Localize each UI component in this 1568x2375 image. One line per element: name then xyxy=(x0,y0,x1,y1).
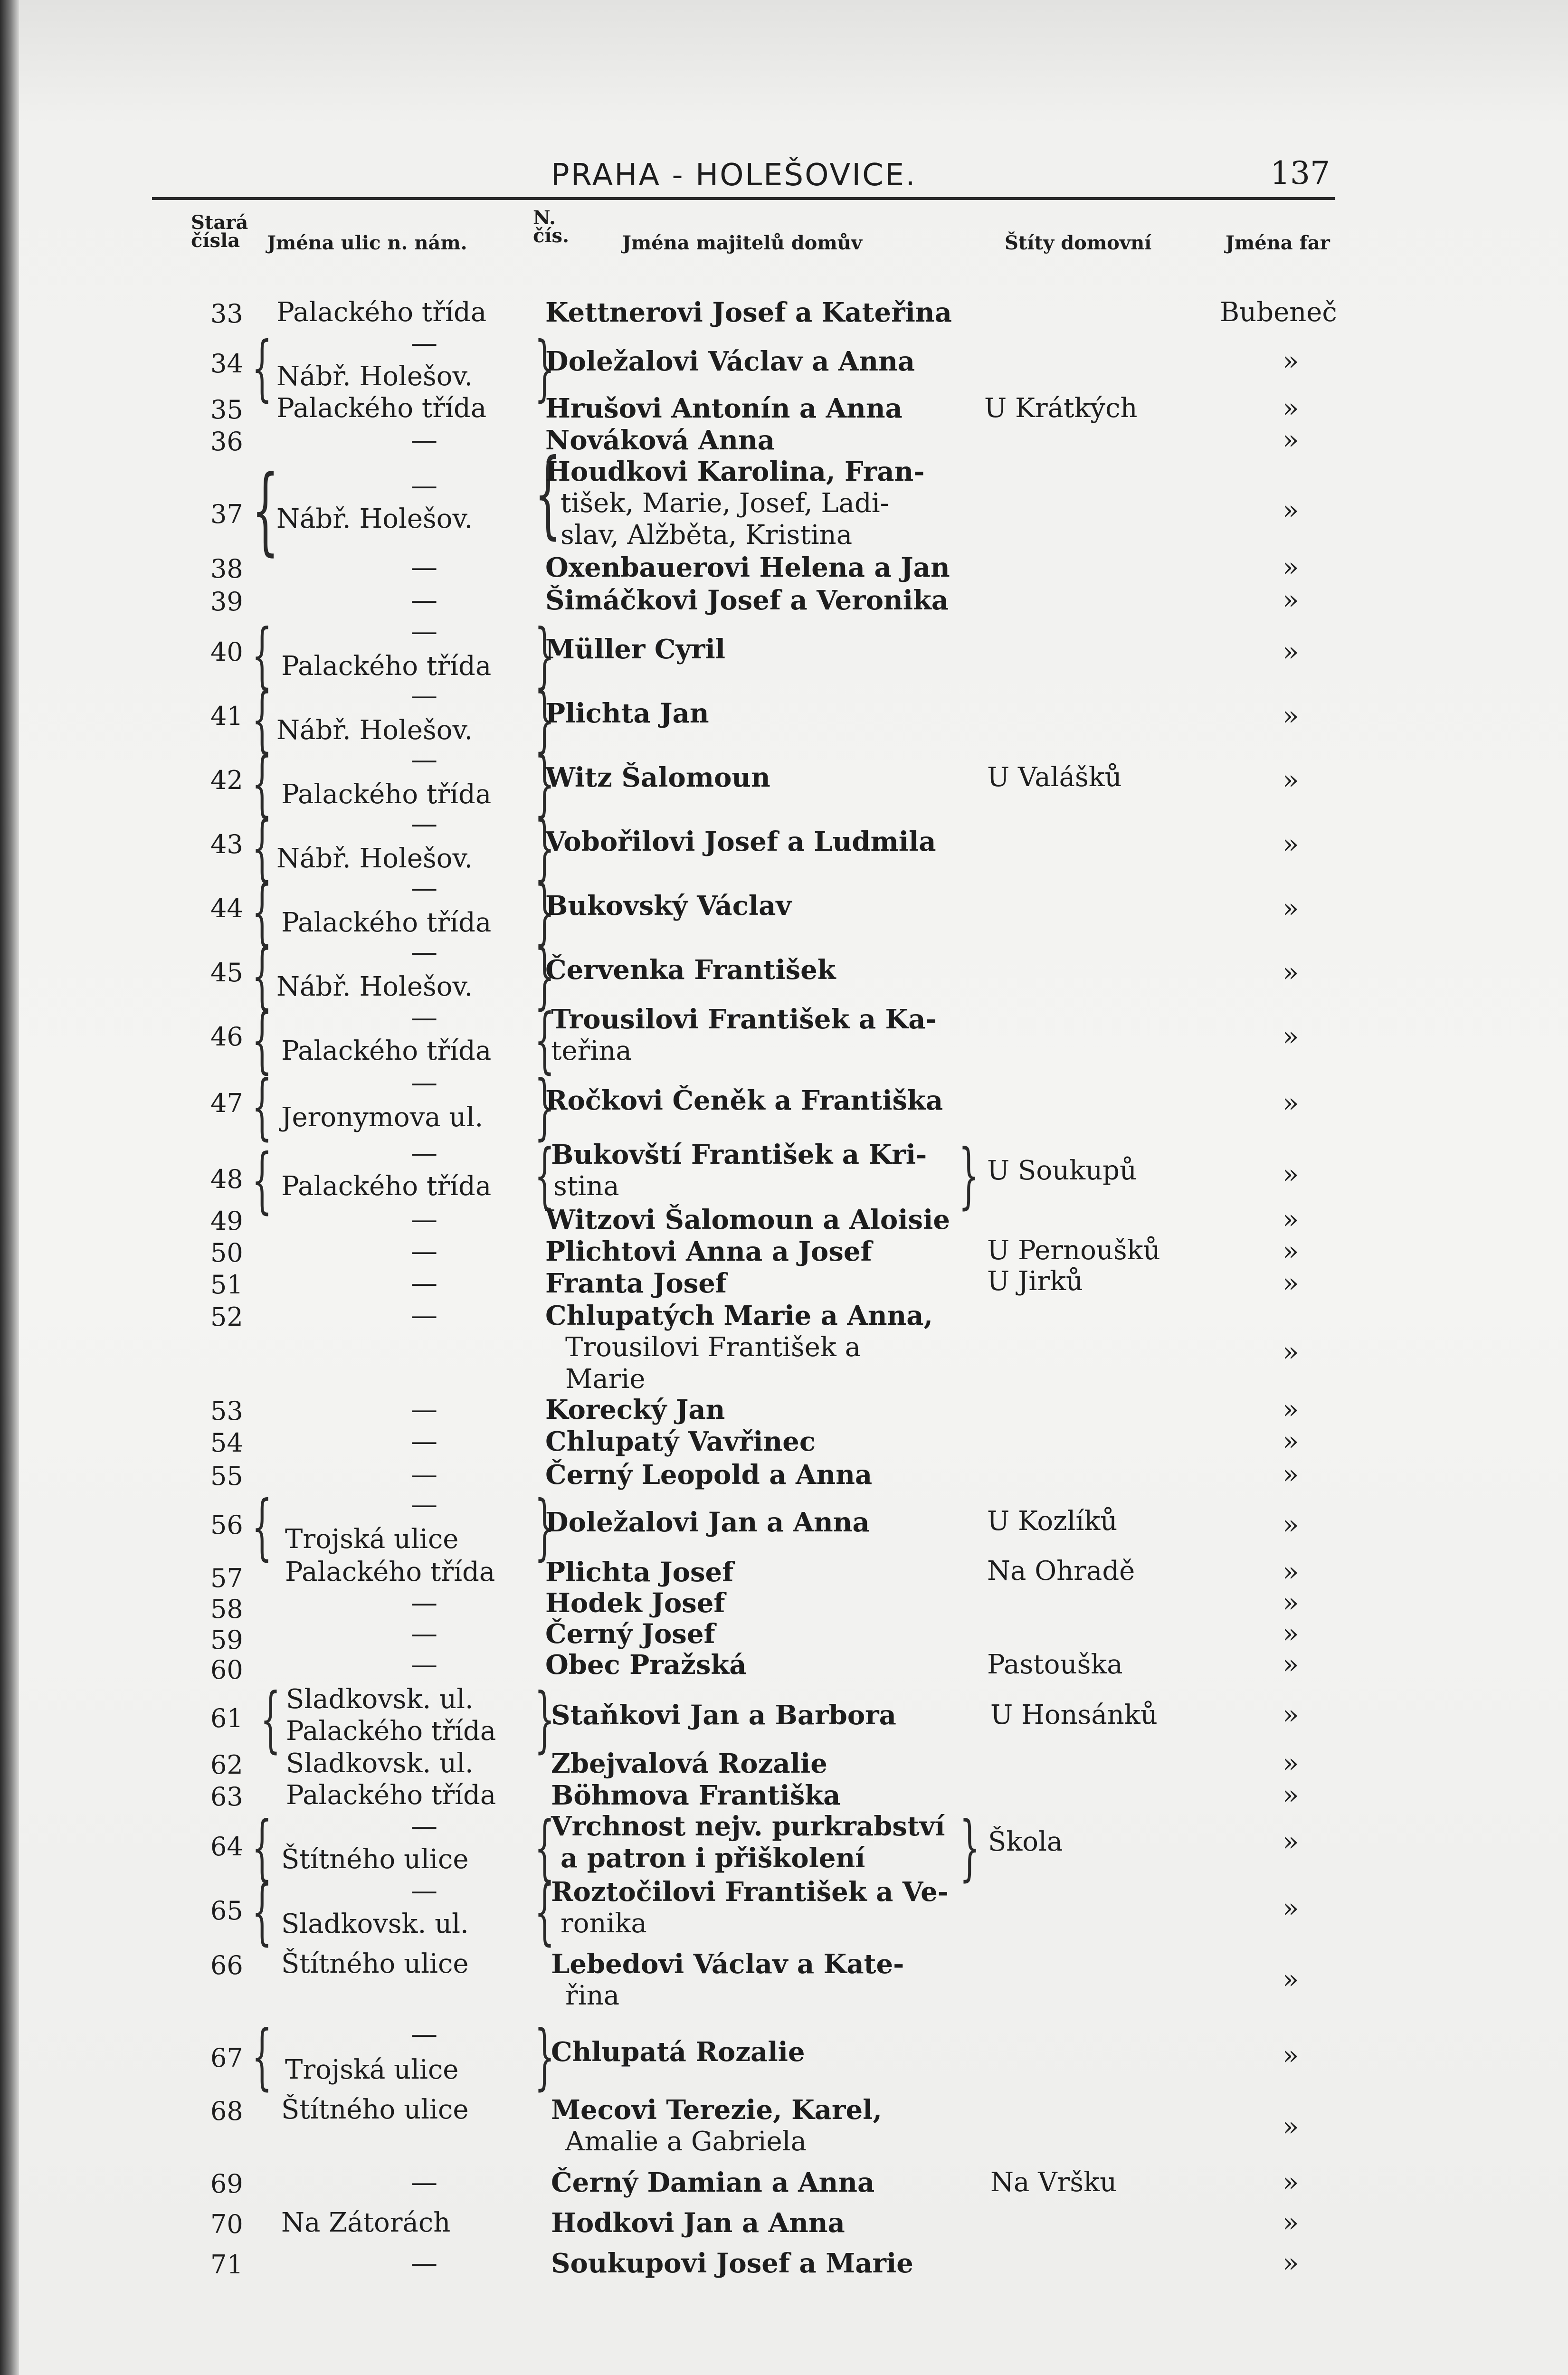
row-number: 66 xyxy=(210,1950,243,1980)
left-brace: { xyxy=(252,807,272,889)
row-number: 69 xyxy=(210,2169,243,2199)
row-number: 49 xyxy=(210,1206,243,1236)
street-name: Štítného ulice xyxy=(281,1844,469,1875)
left-brace: { xyxy=(534,1134,555,1217)
parish-ditto: » xyxy=(1283,957,1299,988)
street-name: Palackého třída xyxy=(281,651,492,682)
street-dash: — xyxy=(411,1300,437,1331)
parish-ditto: » xyxy=(1283,1236,1299,1267)
parish-ditto: » xyxy=(1283,393,1299,424)
street-name: Štítného ulice xyxy=(281,2094,469,2125)
house-sign: Pastouška xyxy=(987,1649,1123,1680)
row-number: 61 xyxy=(210,1703,243,1733)
parish-ditto: » xyxy=(1283,552,1299,583)
street-dash: — xyxy=(411,1811,437,1842)
row-number: 68 xyxy=(210,2096,243,2126)
street-dash: — xyxy=(411,1394,437,1425)
street-dash: — xyxy=(411,1268,437,1299)
row-number: 65 xyxy=(210,1896,243,1926)
left-brace: { xyxy=(252,935,272,1017)
parish-ditto: » xyxy=(1283,2248,1299,2279)
owner-name: Černý Leopold a Anna xyxy=(545,1459,873,1491)
owner-name: Hodkovi Jan a Anna xyxy=(551,2207,845,2239)
owner-line: Chlupatých Marie a Anna, xyxy=(545,1300,933,1331)
owner-line: Trousilovi František a xyxy=(565,1332,861,1363)
street-dash: — xyxy=(411,1587,437,1618)
left-brace: { xyxy=(252,1806,272,1889)
row-number: 45 xyxy=(210,958,243,988)
owner-name: Červenka František xyxy=(545,954,836,986)
right-brace: } xyxy=(534,1065,555,1148)
owner-name: Doležalovi Jan a Anna xyxy=(545,1507,870,1538)
owner-line: Trousilovi František a Ka- xyxy=(551,1004,937,1035)
right-brace: } xyxy=(534,678,555,761)
row-number: 47 xyxy=(210,1088,243,1118)
row-number: 50 xyxy=(210,1238,243,1268)
right-brace: } xyxy=(534,1486,555,1568)
left-brace: { xyxy=(252,455,279,566)
col-house-signs: Štíty domovní xyxy=(1005,232,1152,254)
owner-line: Lebedovi Václav a Kate- xyxy=(551,1948,904,1980)
owner-line: Bukovští František a Kri- xyxy=(551,1139,927,1170)
owner-name: Šimáčkovi Josef a Veronika xyxy=(545,585,949,616)
street-name: Palackého třída xyxy=(286,1716,496,1747)
owner-line: Houdkovi Karolina, Fran- xyxy=(545,456,925,487)
owner-name: Hrušovi Antonín a Anna xyxy=(545,393,903,424)
parish-ditto: » xyxy=(1283,1748,1299,1779)
parish-ditto: » xyxy=(1283,2111,1299,2142)
owner-name: Ročkovi Čeněk a Františka xyxy=(545,1085,943,1116)
street-dash: — xyxy=(411,1426,437,1457)
street-dash: — xyxy=(411,2019,437,2050)
owner-line: Marie xyxy=(565,1364,646,1395)
parish-ditto: » xyxy=(1283,1337,1299,1368)
row-number: 52 xyxy=(210,1302,243,1332)
parish-ditto: » xyxy=(1283,346,1299,377)
row-number: 71 xyxy=(210,2250,243,2280)
owner-line: ronika xyxy=(561,1908,647,1939)
owner-name: Plichta Jan xyxy=(545,698,709,729)
street-dash: — xyxy=(411,808,437,839)
owner-name: Obec Pražská xyxy=(545,1649,747,1681)
right-brace: } xyxy=(960,1806,980,1889)
parish-ditto: » xyxy=(1283,1459,1299,1490)
left-brace: { xyxy=(252,742,272,825)
street-name: Palackého třída xyxy=(285,1557,495,1587)
street-dash: — xyxy=(411,744,437,775)
parish-ditto: » xyxy=(1283,1700,1299,1730)
right-brace: } xyxy=(534,2015,555,2098)
row-number: 36 xyxy=(210,427,243,456)
left-brace: { xyxy=(252,871,272,953)
parish-ditto: » xyxy=(1283,701,1299,732)
parish-ditto: » xyxy=(1283,495,1299,526)
owner-line: a patron i přiškolení xyxy=(561,1843,865,1874)
parish-ditto: » xyxy=(1283,1159,1299,1190)
right-brace: } xyxy=(534,614,555,697)
parish-ditto: » xyxy=(1283,1649,1299,1680)
row-number: 41 xyxy=(210,701,243,731)
street-dash: — xyxy=(411,585,437,616)
row-number: 35 xyxy=(210,395,243,425)
street-dash: — xyxy=(411,2248,437,2279)
row-number: 43 xyxy=(210,829,243,859)
right-brace: } xyxy=(534,871,555,953)
owner-line: řina xyxy=(565,1980,620,2011)
street-dash: — xyxy=(411,1489,437,1520)
house-sign: U Valášků xyxy=(987,762,1122,793)
row-number: 70 xyxy=(210,2209,243,2239)
street-dash: — xyxy=(411,1649,437,1680)
owner-name: Hodek Josef xyxy=(545,1587,725,1619)
street-name: Nábř. Holešov. xyxy=(276,504,473,534)
owner-line: Roztočilovi František a Ve- xyxy=(551,1876,949,1908)
street-name: Štítného ulice xyxy=(281,1948,469,1979)
parish-ditto: » xyxy=(1283,1826,1299,1857)
right-brace: } xyxy=(959,1134,979,1217)
street-dash: — xyxy=(411,328,437,359)
street-name: Sladkovsk. ul. xyxy=(286,1684,474,1715)
street-dash: — xyxy=(411,470,437,501)
street-name: Na Zátorách xyxy=(281,2207,451,2238)
parish-ditto: » xyxy=(1283,636,1299,667)
owner-name: Chlupatá Rozalie xyxy=(551,2036,805,2068)
col-new-numbers-line2: čís. xyxy=(533,225,569,247)
street-name: Palackého třída xyxy=(281,1036,492,1066)
street-name: Sladkovsk. ul. xyxy=(286,1748,474,1779)
owner-line: slav, Alžběta, Kristina xyxy=(561,520,853,551)
owner-name: Vobořilovi Josef a Ludmila xyxy=(545,826,936,857)
street-name: Palackého třída xyxy=(276,297,487,328)
col-new-numbers-line1: N. xyxy=(533,207,556,229)
row-number: 48 xyxy=(210,1164,243,1194)
street-name: Palackého třída xyxy=(281,907,492,938)
parish-ditto: » xyxy=(1283,1618,1299,1649)
left-brace: { xyxy=(260,1678,281,1761)
left-brace: { xyxy=(534,1871,555,1953)
owner-name: Kettnerovi Josef a Kateřina xyxy=(545,297,952,328)
left-brace: { xyxy=(252,327,272,409)
row-number: 44 xyxy=(210,893,243,923)
parish-ditto: » xyxy=(1283,1510,1299,1540)
owner-line: Mecovi Terezie, Karel, xyxy=(551,2094,882,2126)
street-dash: — xyxy=(411,1875,437,1906)
owner-name: Witzovi Šalomoun a Aloisie xyxy=(545,1204,950,1235)
owner-name: Staňkovi Jan a Barbora xyxy=(551,1700,896,1731)
row-number: 57 xyxy=(210,1563,243,1593)
house-sign: U Soukupů xyxy=(987,1155,1137,1186)
street-name: Trojská ulice xyxy=(285,1524,459,1555)
street-name: Nábř. Holešov. xyxy=(276,361,473,392)
owner-name: Böhmova Františka xyxy=(551,1780,841,1811)
parish-ditto: » xyxy=(1283,2167,1299,2198)
parish-ditto: » xyxy=(1283,1088,1299,1119)
parish-ditto: » xyxy=(1283,1204,1299,1235)
page-number: 137 xyxy=(1270,155,1330,191)
owner-name: Witz Šalomoun xyxy=(545,762,770,793)
owner-name: Franta Josef xyxy=(545,1268,727,1299)
parish-ditto: » xyxy=(1283,1780,1299,1811)
owner-line: tišek, Marie, Josef, Ladi- xyxy=(561,488,889,519)
col-old-numbers-line1: Stará xyxy=(191,211,248,234)
owner-line: teřina xyxy=(551,1036,632,1066)
col-parishes: Jména far xyxy=(1226,232,1330,254)
owner-name: Müller Cyril xyxy=(545,634,726,665)
street-dash: — xyxy=(411,1459,437,1490)
street-name: Palackého třída xyxy=(281,1171,492,1202)
parish-ditto: » xyxy=(1283,1893,1299,1924)
street-dash: — xyxy=(411,937,437,968)
owner-name: Černý Josef xyxy=(545,1618,715,1650)
owner-name: Plichta Josef xyxy=(545,1557,734,1588)
owner-name: Doležalovi Václav a Anna xyxy=(545,346,915,377)
owner-name: Bukovský Václav xyxy=(545,890,791,922)
row-number: 58 xyxy=(210,1594,243,1624)
left-brace: { xyxy=(534,999,555,1082)
house-sign: U Kozlíků xyxy=(987,1506,1118,1537)
page-title: PRAHA - HOLEŠOVICE. xyxy=(551,158,917,193)
col-street-names: Jména ulic n. nám. xyxy=(267,232,467,254)
parish-ditto: » xyxy=(1283,585,1299,616)
parish-ditto: » xyxy=(1283,1557,1299,1587)
row-number: 55 xyxy=(210,1461,243,1491)
row-number: 40 xyxy=(210,637,243,667)
left-brace: { xyxy=(252,999,272,1082)
row-number: 33 xyxy=(210,299,243,329)
street-dash: — xyxy=(411,680,437,711)
right-brace: } xyxy=(534,742,555,825)
house-sign: Na Ohradě xyxy=(987,1556,1135,1586)
house-sign: U Krátkých xyxy=(984,393,1138,424)
row-number: 46 xyxy=(210,1022,243,1052)
left-brace: { xyxy=(252,614,272,697)
street-dash: — xyxy=(411,1204,437,1235)
owner-name: Oxenbauerovi Helena a Jan xyxy=(545,552,950,583)
street-dash: — xyxy=(411,552,437,583)
owner-name: Soukupovi Josef a Marie xyxy=(551,2248,913,2279)
parish-ditto: » xyxy=(1283,1268,1299,1299)
house-sign: Škola xyxy=(988,1826,1063,1857)
street-name: Nábř. Holešov. xyxy=(276,843,473,874)
row-number: 51 xyxy=(210,1270,243,1300)
row-number: 39 xyxy=(210,587,243,617)
owner-line: stina xyxy=(553,1171,619,1202)
owner-name: Chlupatý Vavřinec xyxy=(545,1426,816,1457)
house-sign: U Honsánků xyxy=(990,1700,1158,1730)
row-number: 62 xyxy=(210,1750,243,1780)
owner-name: Černý Damian a Anna xyxy=(551,2167,875,2198)
owner-name: Nováková Anna xyxy=(545,425,775,456)
col-owners: Jména majitelů domův xyxy=(622,232,862,254)
right-brace: } xyxy=(534,327,555,409)
right-brace: } xyxy=(534,935,555,1017)
street-name: Nábř. Holešov. xyxy=(276,971,473,1002)
row-number: 64 xyxy=(210,1832,243,1862)
right-brace: } xyxy=(534,807,555,889)
parish-ditto: » xyxy=(1283,1587,1299,1618)
street-dash: — xyxy=(411,873,437,903)
row-number: 67 xyxy=(210,2043,243,2073)
parish-ditto: » xyxy=(1283,893,1299,924)
left-brace: { xyxy=(534,1806,555,1889)
parish-ditto: » xyxy=(1283,1394,1299,1425)
left-brace: { xyxy=(252,678,272,761)
street-dash: — xyxy=(411,1618,437,1649)
row-number: 60 xyxy=(210,1655,243,1685)
street-dash: — xyxy=(411,1236,437,1267)
street-name: Jeronymova ul. xyxy=(281,1102,484,1133)
owner-name: Korecký Jan xyxy=(545,1394,725,1425)
right-brace: } xyxy=(534,1678,555,1761)
parish-ditto: » xyxy=(1283,1964,1299,1995)
street-dash: — xyxy=(411,1067,437,1098)
street-dash: — xyxy=(411,616,437,647)
owner-name: Plichtovi Anna a Josef xyxy=(545,1236,872,1267)
row-number: 59 xyxy=(210,1625,243,1655)
left-brace: { xyxy=(252,1871,272,1953)
street-dash: — xyxy=(411,2167,437,2198)
owner-name: Zbejvalová Rozalie xyxy=(551,1748,827,1779)
house-sign: Na Vršku xyxy=(990,2167,1117,2198)
parish-ditto: » xyxy=(1283,2207,1299,2238)
parish-ditto: » xyxy=(1283,1021,1299,1052)
street-dash: — xyxy=(411,1002,437,1033)
row-number: 63 xyxy=(210,1782,243,1812)
left-brace: { xyxy=(252,1065,272,1148)
street-dash: — xyxy=(411,425,437,456)
parish-name: Bubeneč xyxy=(1220,297,1337,328)
street-name: Palackého třída xyxy=(286,1780,496,1811)
street-name: Palackého třída xyxy=(276,393,487,424)
owner-line: Vrchnost nejv. purkrabství xyxy=(551,1811,945,1842)
row-number: 56 xyxy=(210,1510,243,1540)
street-name: Trojská ulice xyxy=(285,2054,459,2085)
row-number: 42 xyxy=(210,765,243,795)
street-name: Palackého třída xyxy=(281,779,492,810)
left-brace: { xyxy=(252,1139,272,1222)
col-old-numbers-line2: čísla xyxy=(191,229,240,252)
house-sign: U Pernoušků xyxy=(987,1235,1160,1266)
parish-ditto: » xyxy=(1283,1426,1299,1457)
owner-line: Amalie a Gabriela xyxy=(565,2126,807,2157)
row-number: 53 xyxy=(210,1396,243,1426)
parish-ditto: » xyxy=(1283,765,1299,796)
left-brace: { xyxy=(534,438,562,549)
street-dash: — xyxy=(411,1138,437,1168)
parish-ditto: » xyxy=(1283,425,1299,456)
row-number: 38 xyxy=(210,554,243,584)
row-number: 54 xyxy=(210,1428,243,1458)
street-name: Nábř. Holešov. xyxy=(276,715,473,746)
row-number: 37 xyxy=(210,499,243,529)
left-brace: { xyxy=(252,1486,272,1568)
row-number: 34 xyxy=(210,349,243,379)
left-brace: { xyxy=(252,2015,272,2098)
street-name: Sladkovsk. ul. xyxy=(281,1909,469,1939)
parish-ditto: » xyxy=(1283,2040,1299,2071)
parish-ditto: » xyxy=(1283,829,1299,860)
house-sign: U Jirků xyxy=(987,1266,1083,1297)
